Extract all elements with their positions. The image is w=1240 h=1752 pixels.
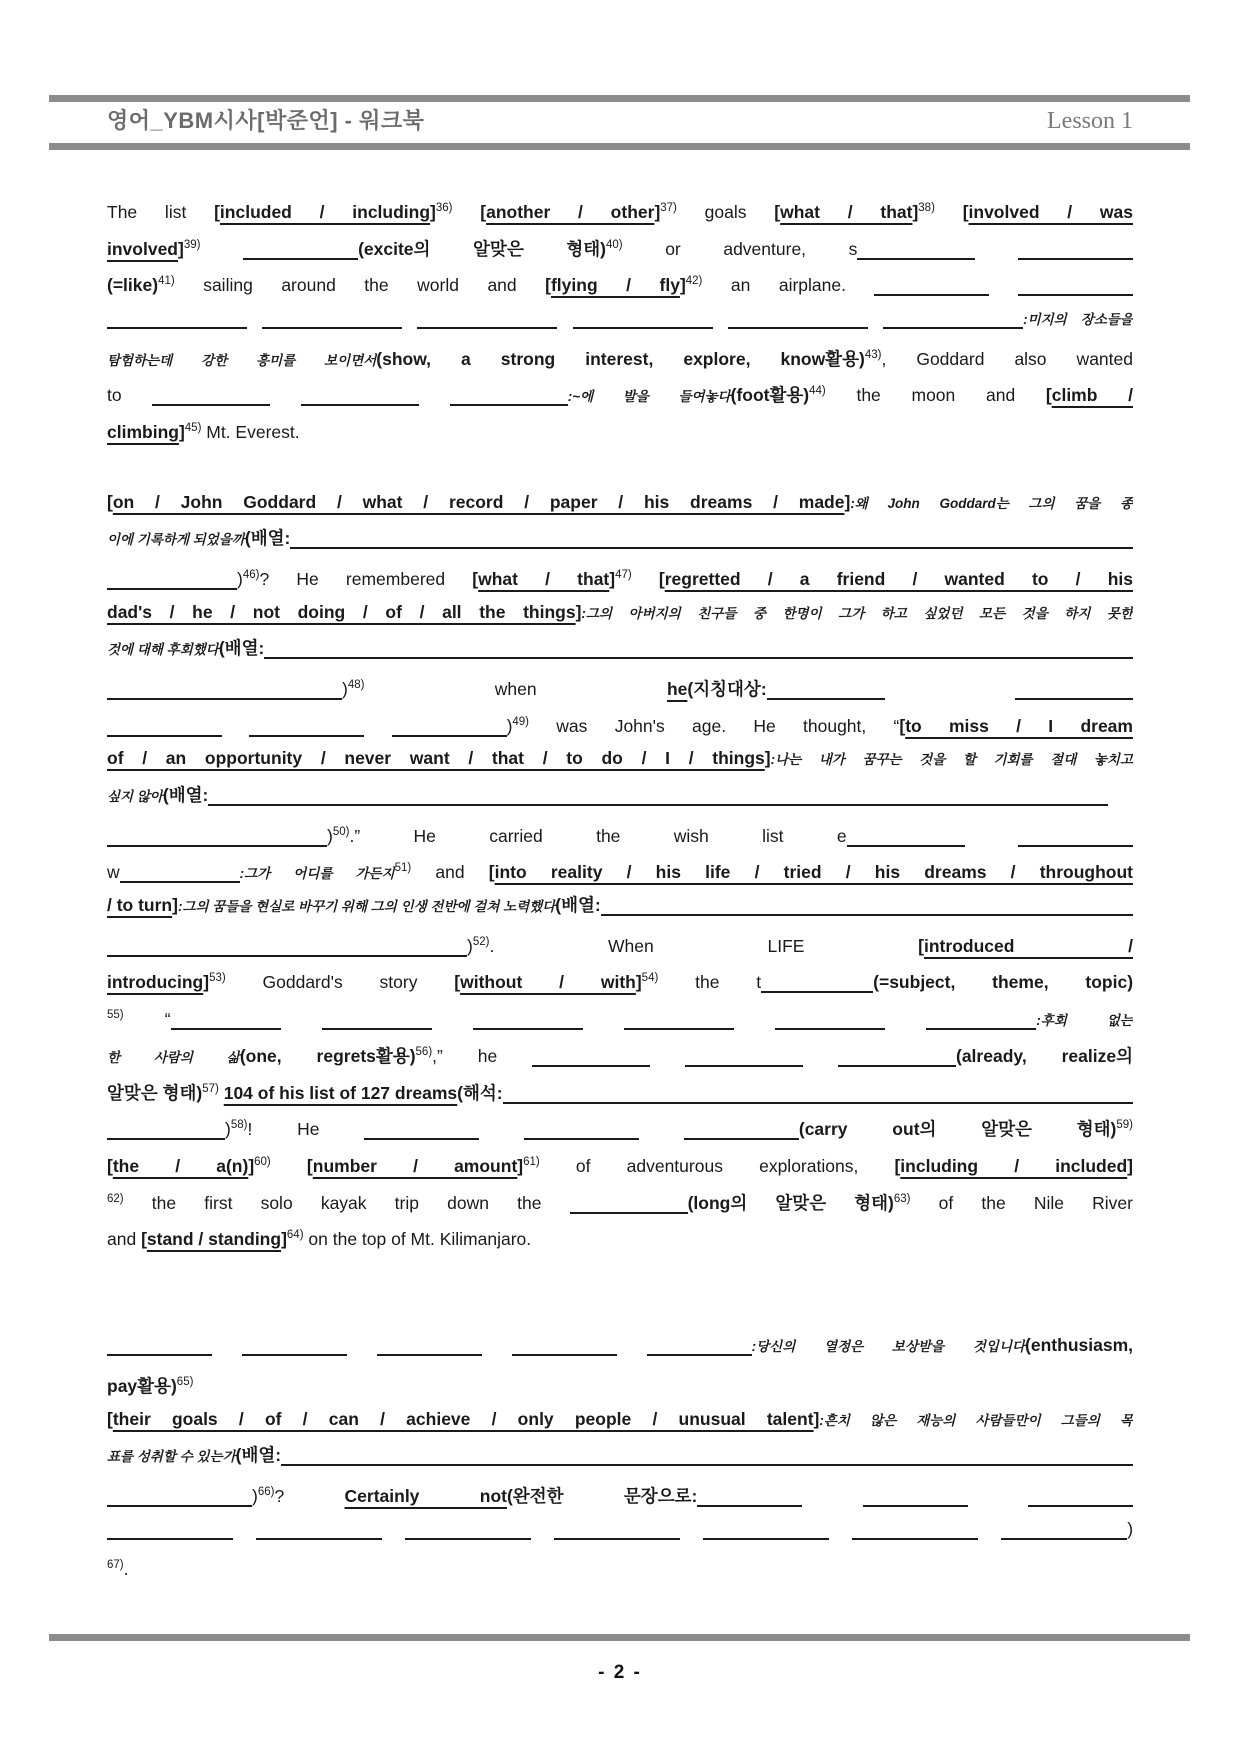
- blank-field: [685, 1060, 803, 1067]
- korean-gloss: :그가 어디를 가든지: [239, 866, 395, 882]
- text-line: [107, 1364, 1133, 1401]
- text-line: [107, 1217, 1133, 1254]
- blank-field: [703, 1533, 829, 1540]
- blank-field: [647, 1349, 752, 1356]
- korean-gloss: :나는 내가 꿈꾸는 것을 할 기회를 절대 놓치고: [770, 752, 1133, 768]
- hint-text: (지칭대상:: [687, 678, 767, 699]
- text-run: ): [237, 568, 243, 589]
- choice-bracket: [number / amount]: [306, 1155, 524, 1176]
- footnote-number: 50): [332, 825, 350, 838]
- korean-gloss: 탐험하는데 강한 흥미를 보이면서: [107, 352, 377, 368]
- hint-text: (배열:: [244, 528, 291, 549]
- blank-field: [322, 1023, 432, 1030]
- text-run: [978, 1519, 1001, 1539]
- text-run: [583, 1009, 624, 1029]
- text-run: ! He: [247, 1119, 365, 1140]
- text-line: [107, 300, 1133, 337]
- text-run: [482, 1335, 512, 1355]
- choice-bracket: [on / John Goddard / what / record / paper / his dreams / made]: [107, 491, 851, 512]
- choice-bracket-close: / to turn]: [107, 895, 178, 916]
- text-run: [632, 569, 659, 589]
- workbook-title: 영어_YBM시사[박준언] - 워크북: [107, 108, 425, 133]
- choice-bracket-close: involved]: [107, 238, 184, 259]
- blank-field: [107, 693, 342, 700]
- text-line: [107, 740, 1133, 777]
- blank-field: [775, 1023, 885, 1030]
- text-run: the moon and: [825, 385, 1046, 406]
- text-run: [639, 1119, 684, 1139]
- footnote-number: 46): [242, 568, 260, 581]
- text-run: [968, 1486, 1028, 1506]
- lesson-label: Lesson 1: [1047, 108, 1133, 134]
- footnote-number: 60): [254, 1155, 271, 1168]
- blank-field: [570, 1207, 688, 1214]
- text-line: [107, 960, 1133, 997]
- text-line: [107, 190, 1133, 227]
- korean-gloss: :미지의 장소들을: [1023, 312, 1133, 328]
- text-run: [989, 275, 1018, 295]
- blank-field: [107, 1133, 225, 1140]
- text-run: [734, 1009, 775, 1029]
- text-run: or adventure, s: [622, 238, 858, 259]
- text-line: [107, 1474, 1133, 1511]
- text-run: w: [107, 862, 120, 883]
- choice-bracket-open: [regretted / a friend / wanted to / his: [658, 568, 1133, 589]
- blank-field: [684, 1133, 799, 1140]
- text-line: [107, 1107, 1133, 1144]
- korean-gloss: :왜 John Goddard는 그의 꿈을 종: [850, 495, 1133, 511]
- choice-bracket-open: [involved / was: [962, 202, 1133, 222]
- text-run: [419, 385, 450, 405]
- choice-bracket: [without / with]: [454, 972, 642, 993]
- blank-field: [847, 840, 965, 847]
- text-line: [107, 1511, 1133, 1548]
- text-run: [479, 1119, 524, 1139]
- hint-text: (=like): [107, 275, 159, 296]
- blank-field: [697, 1500, 802, 1507]
- blank-field: [624, 1023, 734, 1030]
- blank-field: [554, 1533, 680, 1540]
- text-run: [975, 239, 1018, 259]
- blank-field: [107, 583, 237, 590]
- text-run: and: [107, 1229, 142, 1250]
- blank-field: [857, 253, 975, 260]
- blank-field: [512, 1349, 617, 1356]
- hint-text: pay활용): [107, 1376, 177, 1396]
- text-run: the first solo kayak trip down the: [123, 1192, 570, 1213]
- hint-text: (=subject, theme, topic): [873, 972, 1133, 993]
- hint-text: (one, regrets활용): [239, 1045, 416, 1066]
- text-run: [281, 1009, 322, 1029]
- text-line: [107, 337, 1133, 374]
- text-line: [107, 227, 1133, 264]
- blank-field: [767, 693, 885, 700]
- text-line: [107, 704, 1133, 741]
- blank-field: [1001, 1533, 1127, 1540]
- text-run: ?: [274, 1486, 345, 1507]
- text-line: [107, 1401, 1133, 1438]
- blank-field: [874, 289, 989, 296]
- footnote-number: 61): [523, 1155, 540, 1168]
- text-line: [107, 557, 1133, 594]
- blank-field: [107, 840, 327, 847]
- header-bottom-rule: [49, 143, 1190, 150]
- text-run: ): [252, 1486, 258, 1507]
- hint-text: (excite의 알맞은 형태): [358, 238, 606, 259]
- text-run: [270, 385, 301, 405]
- korean-gloss: :당신의 열정은 보상받을 것입니다: [751, 1339, 1026, 1355]
- blank-line: [107, 1254, 1133, 1291]
- hint-text: (배열:: [218, 638, 265, 659]
- footnote-number: 63): [893, 1192, 911, 1205]
- header-top-rule: [49, 95, 1190, 102]
- text-run: ): [225, 1119, 231, 1140]
- text-run: ,” he: [432, 1045, 533, 1066]
- text-run: .” He carried the wish list e: [349, 825, 847, 846]
- footnote-number: 53): [209, 972, 226, 985]
- text-run: [935, 202, 963, 222]
- blank-field: [1018, 253, 1133, 260]
- text-run: [271, 1156, 307, 1176]
- korean-gloss: 싶지 않아: [107, 789, 163, 804]
- choice-bracket-open: [introduced /: [918, 935, 1133, 956]
- underlined-phrase: he: [666, 678, 688, 699]
- blank-line: [107, 447, 1133, 484]
- text-run: goals: [676, 202, 775, 222]
- text-run: [868, 308, 883, 328]
- text-run: The list: [107, 202, 215, 222]
- text-run: sailing around the world and: [174, 275, 546, 296]
- text-run: [965, 826, 1018, 846]
- document-body: [107, 190, 1133, 1584]
- text-run: [364, 716, 391, 736]
- blank-field: [107, 950, 467, 957]
- hint-text: (완전한 문장으로:: [506, 1486, 698, 1507]
- blank-field: [532, 1060, 650, 1067]
- blank-field: [728, 322, 868, 329]
- text-run: [402, 308, 417, 328]
- footnote-number: 40): [605, 238, 623, 251]
- text-run: [432, 1009, 473, 1029]
- page-number: - 2 -: [598, 1662, 642, 1683]
- footnote-number: 54): [641, 972, 659, 985]
- text-line: [107, 1547, 1133, 1584]
- footnote-number: 43): [864, 348, 882, 361]
- text-run: [453, 202, 481, 222]
- text-run: ): [1127, 1518, 1133, 1539]
- text-line: [107, 1181, 1133, 1218]
- blank-field: [264, 652, 1133, 659]
- korean-gloss: 표를 성취할 수 있는가: [107, 1449, 236, 1465]
- footer-rule: [49, 1634, 1190, 1641]
- text-run: [617, 1335, 647, 1355]
- text-line: [107, 850, 1133, 887]
- footnote-number: 59): [1116, 1119, 1133, 1132]
- text-run: “: [123, 1009, 171, 1030]
- text-line: [107, 630, 1133, 667]
- underlined-phrase: Certainly not: [344, 1486, 507, 1507]
- blank-field: [120, 876, 240, 883]
- text-run: [885, 679, 1015, 699]
- footnote-number: 42): [685, 275, 703, 288]
- text-run: [531, 1519, 554, 1539]
- text-line: [107, 924, 1133, 961]
- text-line: [107, 1437, 1133, 1474]
- text-line: [107, 1071, 1133, 1108]
- choice-bracket-open: [into reality / his life / tried / his dreams / throughout: [488, 862, 1133, 883]
- blank-field: [107, 1533, 233, 1540]
- text-line: [107, 594, 1133, 631]
- korean-gloss: :후회 없는: [1036, 1013, 1133, 1029]
- blank-field: [473, 1023, 583, 1030]
- blank-field: [392, 730, 507, 737]
- text-run: ): [506, 715, 513, 736]
- footnote-number: 49): [512, 715, 530, 728]
- text-run: was John's age. He thought, “: [529, 715, 900, 736]
- footnote-number: 51): [394, 862, 412, 875]
- korean-gloss: :~에 발을 들여놓다: [567, 389, 731, 405]
- text-line: [107, 667, 1133, 704]
- choice-bracket: [stand / standing]: [141, 1229, 287, 1250]
- blank-field: [883, 322, 1023, 329]
- underlined-phrase: 104 of his list of 127 dreams: [223, 1082, 458, 1103]
- choice-bracket-close: dad's / he / not doing / of / all the things]: [107, 601, 582, 622]
- hint-text: (long의 알맞은 형태): [687, 1192, 894, 1213]
- footnote-number: 67): [107, 1559, 124, 1572]
- footnote-number: 58): [230, 1119, 248, 1132]
- text-run: on the top of Mt. Kilimanjaro.: [303, 1229, 532, 1250]
- blank-field: [863, 1500, 968, 1507]
- footnote-number: 44): [809, 385, 826, 398]
- text-line: [107, 410, 1133, 447]
- choice-bracket: [what / that]: [472, 568, 616, 589]
- text-run: [680, 1519, 703, 1539]
- hint-text: (foot활용): [730, 385, 810, 406]
- text-line: [107, 1144, 1133, 1181]
- blank-field: [852, 1533, 978, 1540]
- blank-field: [573, 322, 713, 329]
- korean-gloss: :그의 아버지의 친구들 중 한명이 그가 하고 싶었던 모든 것을 하지 못한: [581, 605, 1133, 621]
- text-run: [347, 1335, 377, 1355]
- text-run: of the Nile River: [910, 1192, 1133, 1213]
- footnote-number: 36): [435, 202, 453, 214]
- text-run: [233, 1519, 256, 1539]
- blank-field: [256, 1533, 382, 1540]
- text-run: the t: [658, 972, 762, 993]
- text-line: [107, 1327, 1133, 1364]
- text-run: [829, 1519, 852, 1539]
- hint-text: (carry out의 알맞은 형태): [798, 1119, 1117, 1140]
- text-line: [107, 997, 1133, 1034]
- text-run: [247, 308, 262, 328]
- korean-gloss: :흔치 않은 재능의 사람들만이 그들의 목: [819, 1412, 1133, 1428]
- text-run: [212, 1335, 242, 1355]
- blank-field: [450, 399, 568, 406]
- text-run: Mt. Everest.: [201, 422, 300, 443]
- text-run: when: [364, 678, 667, 699]
- korean-gloss: 것에 대해 후회했다: [107, 642, 219, 658]
- choice-bracket: [included / including]: [214, 202, 436, 222]
- blank-field: [1018, 289, 1133, 296]
- footnote-number: 41): [158, 275, 175, 288]
- blank-field: [290, 542, 1133, 549]
- blank-line: [107, 1291, 1133, 1328]
- hint-text: (배열:: [555, 895, 601, 916]
- text-line: [107, 887, 1133, 924]
- blank-field: [1015, 693, 1133, 700]
- hint-text: (배열:: [162, 785, 209, 805]
- blank-field: [281, 1459, 1133, 1466]
- footnote-number: 62): [107, 1192, 124, 1205]
- text-run: [382, 1519, 405, 1539]
- korean-gloss: 한 사람의 삶: [107, 1049, 240, 1065]
- footnote-number: 66): [257, 1486, 275, 1499]
- text-run: [650, 1046, 685, 1066]
- page-header: [107, 104, 1133, 138]
- text-run: [802, 1486, 862, 1506]
- choice-bracket: [the / a(n)]: [107, 1155, 255, 1176]
- blank-field: [1028, 1500, 1133, 1507]
- text-run: [885, 1009, 926, 1029]
- blank-field: [405, 1533, 531, 1540]
- text-run: ): [342, 678, 348, 699]
- text-line: [107, 814, 1133, 851]
- footnote-number: 39): [183, 238, 201, 251]
- blank-field: [524, 1133, 639, 1140]
- text-run: [222, 716, 249, 736]
- blank-field: [208, 799, 1108, 806]
- blank-field: [503, 1097, 1133, 1104]
- text-run: [557, 308, 572, 328]
- text-line: [107, 373, 1133, 410]
- text-line: [107, 263, 1133, 300]
- footnote-number: 45): [184, 422, 202, 435]
- text-run: an airplane.: [702, 275, 875, 296]
- text-run: to: [107, 385, 153, 406]
- choice-bracket: [flying / fly]: [545, 275, 686, 296]
- hint-text: (해석:: [457, 1082, 503, 1103]
- blank-field: [377, 1349, 482, 1356]
- blank-field: [301, 399, 419, 406]
- blank-field: [1018, 840, 1133, 847]
- blank-field: [171, 1023, 281, 1030]
- blank-field: [601, 909, 1133, 916]
- korean-gloss: :그의 꿈들을 현실로 바꾸기 위해 그의 인생 전반에 걸쳐 노력했다: [177, 899, 556, 915]
- text-run: [713, 308, 728, 328]
- footnote-number: 57): [202, 1082, 219, 1095]
- choice-bracket: [their goals / of / can / achieve / only people / unusual talent]: [107, 1408, 820, 1429]
- choice-bracket: [what / that]: [774, 202, 919, 222]
- text-run: and: [411, 862, 489, 883]
- blank-field: [107, 1349, 212, 1356]
- text-line: [107, 1034, 1133, 1071]
- footnote-number: 55): [107, 1009, 124, 1022]
- blank-field: [249, 730, 364, 737]
- choice-bracket-open: [to miss / I dream: [899, 715, 1133, 736]
- choice-bracket: [another / other]: [480, 202, 661, 222]
- choice-bracket: [including / included]: [894, 1155, 1133, 1176]
- choice-bracket-close: of / an opportunity / never want / that / to do / I / things]: [107, 748, 771, 769]
- text-run: [803, 1046, 838, 1066]
- choice-bracket-close: introducing]: [107, 972, 210, 993]
- choice-bracket-close: climbing]: [107, 422, 185, 443]
- text-run: ): [327, 825, 333, 846]
- footnote-number: 65): [176, 1376, 194, 1388]
- blank-field: [152, 399, 270, 406]
- blank-field: [243, 253, 358, 260]
- footnote-number: 37): [660, 202, 677, 214]
- blank-field: [107, 730, 222, 737]
- blank-field: [107, 1500, 252, 1507]
- text-run: .: [123, 1559, 129, 1580]
- hint-text: (already, realize의: [956, 1045, 1133, 1066]
- hint-text: (enthusiasm,: [1025, 1335, 1133, 1356]
- hint-text: 알맞은 형태): [107, 1082, 203, 1103]
- blank-field: [242, 1349, 347, 1356]
- text-run: ): [467, 935, 473, 956]
- text-line: [107, 777, 1133, 814]
- blank-field: [107, 322, 247, 329]
- blank-field: [364, 1133, 479, 1140]
- blank-field: [926, 1023, 1036, 1030]
- text-run: Goddard's story: [225, 972, 455, 993]
- blank-field: [838, 1060, 956, 1067]
- text-run: [200, 239, 243, 259]
- text-run: . When LIFE: [489, 935, 919, 956]
- footnote-number: 38): [918, 202, 935, 214]
- footnote-number: 56): [415, 1045, 433, 1058]
- footnote-number: 48): [347, 678, 365, 691]
- text-run: , Goddard also wanted: [881, 348, 1133, 369]
- footnote-number: 64): [286, 1229, 304, 1242]
- korean-gloss: 이에 기록하게 되었을까: [107, 532, 245, 548]
- choice-bracket-open: [climb /: [1045, 385, 1133, 406]
- text-line: [107, 520, 1133, 557]
- hint-text: (show, a strong interest, explore, know활용): [376, 348, 865, 369]
- text-run: of adventurous explorations,: [539, 1155, 895, 1176]
- blank-field: [417, 322, 557, 329]
- text-run: ? He remembered: [259, 568, 473, 589]
- blank-field: [262, 322, 402, 329]
- blank-field: [761, 986, 873, 993]
- hint-text: (배열:: [235, 1445, 282, 1466]
- text-line: [107, 484, 1133, 521]
- footnote-number: 52): [472, 935, 490, 948]
- footnote-number: 47): [615, 568, 632, 581]
